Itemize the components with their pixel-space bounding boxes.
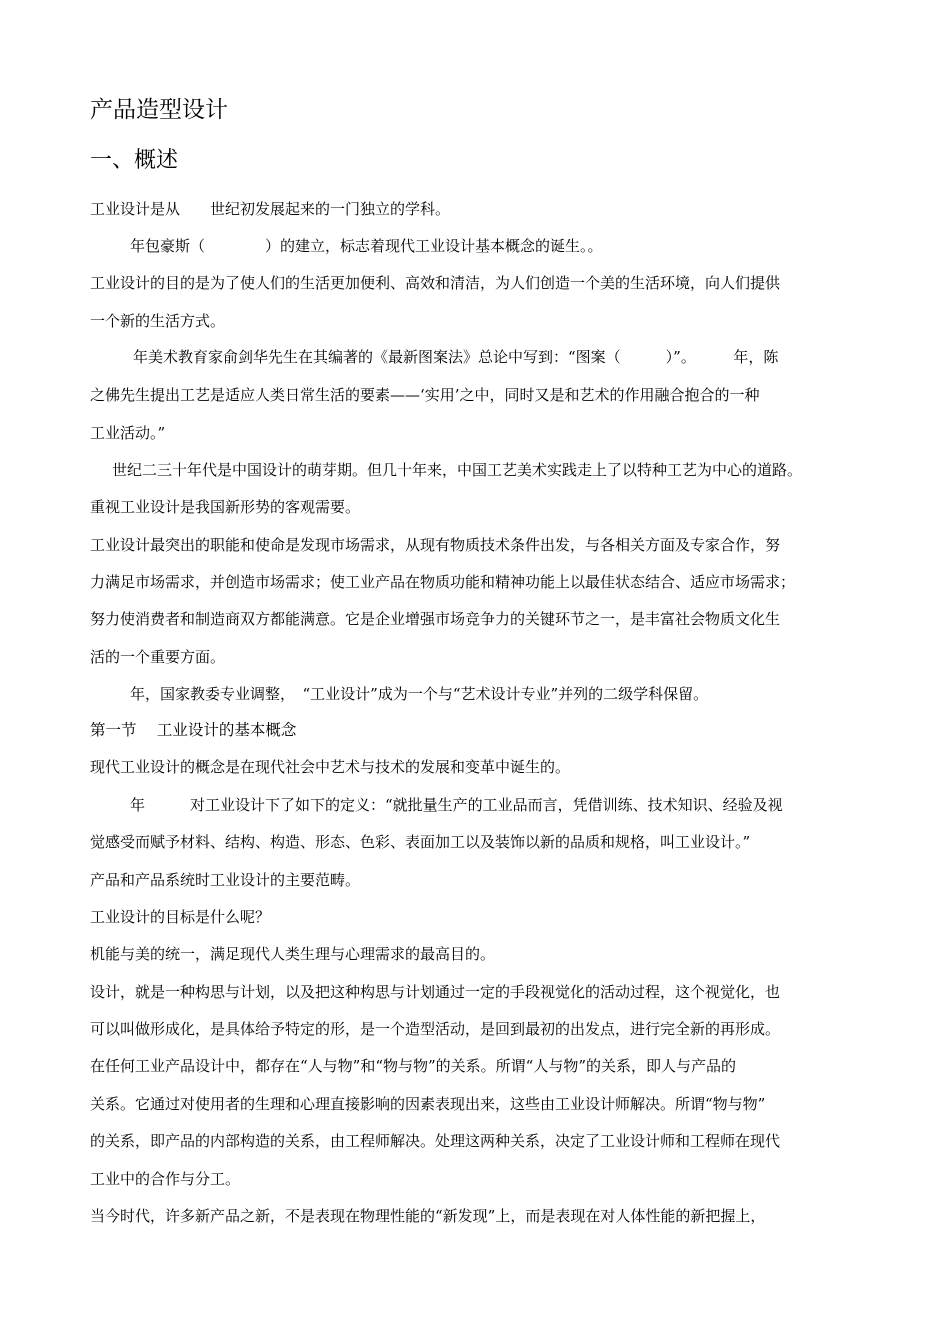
text-line: 产品和产品系统时工业设计的主要范畴。 — [90, 871, 361, 889]
text-line: 机能与美的统一，满足现代人类生理与心理需求的最高目的。 — [90, 945, 496, 963]
text-line: 的关系，即产品的内部构造的关系，由工程师解决。处理这两种关系，决定了工业设计师和工程师在现代 — [90, 1132, 781, 1150]
document-title: 产品造型设计 — [90, 97, 228, 123]
text-line: 力满足市场需求，并创造市场需求；使工业产品在物质功能和精神功能上以最佳状态结合、适应市场需求； — [90, 573, 796, 591]
text-line: 可以叫做形成化，是具体给予特定的形，是一个造型活动，是回到最初的出发点，进行完全新的再形成。 — [90, 1020, 781, 1038]
text-line: 努力使消费者和制造商双方都能满意。它是企业增强市场竞争力的关键环节之一，是丰富社会物质文化生 — [90, 610, 781, 628]
text-line: 年包豪斯（ ）的建立，标志着现代工业设计基本概念的诞生。。 — [130, 237, 603, 255]
text-line: 工业设计的目标是什么呢？ — [90, 908, 271, 926]
text-line: 工业设计是从 世纪初发展起来的一门独立的学科。 — [90, 200, 451, 218]
text-line: 关系。它通过对使用者的生理和心理直接影响的因素表现出来，这些由工业设计师解决。所谓“物与物” — [90, 1095, 766, 1113]
text-line: 一个新的生活方式。 — [90, 312, 226, 330]
subsection-heading: 第一节 工业设计的基本概念 — [90, 721, 297, 739]
section-heading: 一、概述 — [90, 148, 179, 173]
text-line: 活的一个重要方面。 — [90, 648, 226, 666]
text-line: 世纪二三十年代是中国设计的萌芽期。但几十年来，中国工艺美术实践走上了以特种工艺为中心的道路。 — [112, 461, 803, 479]
text-line: 设计，就是一种构思与计划，以及把这种构思与计划通过一定的手段视觉化的活动过程，这个视觉化，也 — [90, 983, 781, 1001]
text-line: 在任何工业产品设计中，都存在“人与物”和“物与物”的关系。所谓“人与物”的关系，即人与产品的 — [90, 1057, 737, 1075]
text-line: 工业设计的目的是为了使人们的生活更加便利、高效和清洁，为人们创造一个美的生活环境，向人们提供 — [90, 274, 781, 292]
text-line: 重视工业设计是我国新形势的客观需要。 — [90, 498, 361, 516]
text-line: 现代工业设计的概念是在现代社会中艺术与技术的发展和变革中诞生的。 — [90, 758, 571, 776]
text-line: 当今时代，许多新产品之新，不是表现在物理性能的“新发现”上，而是表现在对人体性能的新把握上， — [90, 1207, 766, 1225]
text-line: 年，国家教委专业调整， “工业设计”成为一个与“艺术设计专业”并列的二级学科保留。 — [130, 685, 709, 703]
text-line: 工业活动。” — [90, 424, 166, 442]
text-line: 工业设计最突出的职能和使命是发现市场需求，从现有物质技术条件出发，与各相关方面及专家合作，努 — [90, 536, 781, 554]
text-line: 觉感受而赋予材料、结构、构造、形态、色彩、表面加工以及装饰以新的品质和规格，叫工业设计。” — [90, 833, 751, 851]
text-line: 年 对工业设计下了如下的定义：“就批量生产的工业品而言，凭借训练、技术知识、经验及视 — [130, 796, 783, 814]
text-line: 年美术教育家俞剑华先生在其编著的《最新图案法》总论中写到：“图案（ ）”。 年，陈 — [133, 348, 779, 366]
text-line: 工业中的合作与分工。 — [90, 1170, 241, 1188]
text-line: 之佛先生提出工艺是适应人类日常生活的要素——‘实用’之中，同时又是和艺术的作用融合抱合的一种 — [90, 386, 760, 404]
